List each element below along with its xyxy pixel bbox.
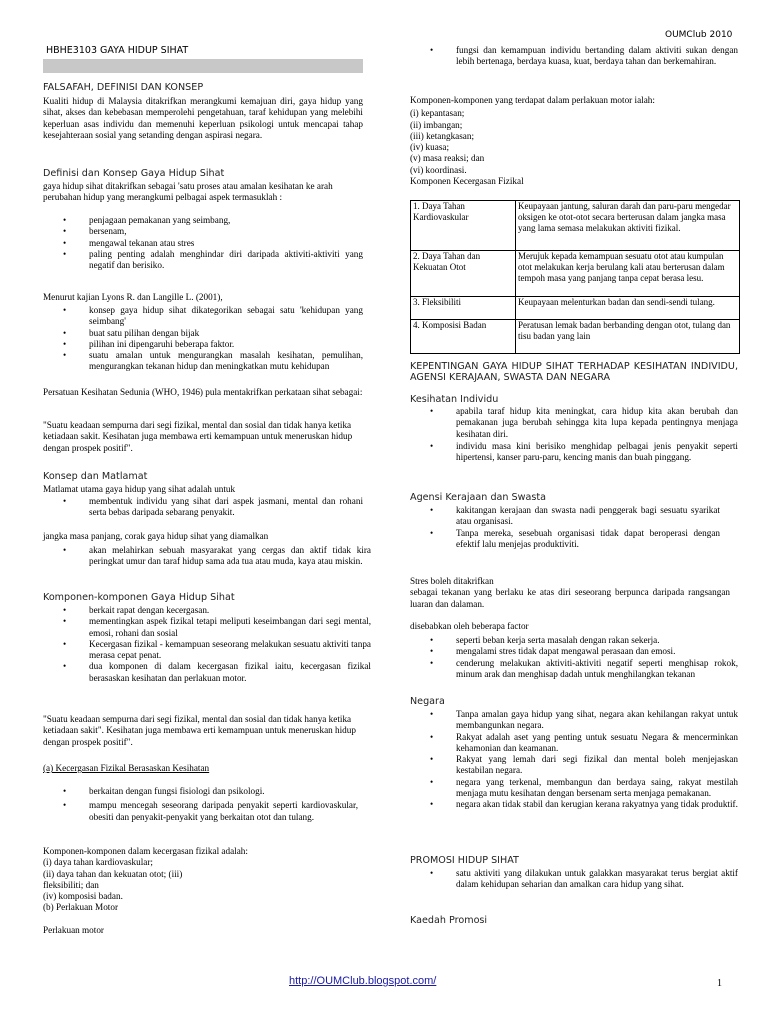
table-cell-value: Keupayaan melenturkan badan dan sendi-sendi tulang.: [516, 297, 740, 320]
table-cell-value: Peratusan lemak badan berbanding dengan otot, tulang dan tisu badan yang lain: [516, 320, 740, 354]
konsep-line1: Matlamat utama gaya hidup yang sihat adalah untuk: [43, 484, 236, 494]
component-line: Perlakuan motor: [43, 924, 104, 935]
quote-2: "Suatu keadaan sempurna dari segi fizikal, mental dan sosial dan tidak hanya ketika ketiadaan sakit". Kesihatan juga membawa erti kemampuan untuk meneruskan hidup dengan prospek positif".: [43, 714, 356, 747]
negara-list: [410, 709, 738, 811]
list-item: • Rakyat adalah aset yang penting untuk sesuatu Negara & mencerminkan kehamonian dan keamanan.: [410, 732, 738, 755]
list-item: • berkait rapat dengan kecergasan.: [43, 605, 371, 616]
kaedah-title: Kaedah Promosi: [410, 915, 488, 926]
club-label: OUMClub 2010: [665, 30, 733, 40]
kecergasan-list: [43, 786, 358, 823]
table-cell-value: Keupayaan jantung, saluran darah dan paru-paru mengedar oksigen ke otot-otot secara berterusan dalam jangka masa yang lama semasa melakukan aktiviti fizikal.: [516, 201, 740, 251]
promosi-title: PROMOSI HIDUP SIHAT: [410, 855, 519, 866]
list-item: • negara yang terkenal, membangun dan berdaya saing, rakyat mestilah menjaga mutu kesihatan dengan bersenam serta menjaga pemakanan.: [410, 777, 738, 800]
falsafah-text: Kualiti hidup di Malaysia ditakrifkan merangkumi kemajuan diri, gaya hidup yang sihat, akses dan kebebasan memperolehi pengetahuan, taraf kehidupan yang melebihi keperluan asas individu dan memenuhi keperluan psikologi untuk mencapai tahap kesejahteraan sosial yang setanding dengan aspirasi negara.: [43, 96, 363, 140]
agensi-title: Agensi Kerajaan dan Swasta: [410, 492, 546, 503]
list-item: • penjagaan pemakanan yang seimbang,: [43, 215, 363, 226]
list-item: • suatu amalan untuk mengurangkan masalah kesihatan, pemulihan, mengurangkan tekanan hidup dan meningkatkan mutu kehidupan: [43, 350, 363, 373]
component-line: (ii) daya tahan dan kekuatan otot; (iii): [43, 868, 183, 879]
page-number: 1: [717, 978, 722, 989]
motor-intro: Komponen-komponen yang terdapat dalam perlakuan motor ialah:: [410, 95, 655, 105]
motor-item: (v) masa reaksi; dan: [410, 153, 485, 164]
list-item: • Tanpa mereka, sesebuah organisasi tidak dapat beroperasi dengan efektif lalu menjejas produktiviti.: [410, 528, 720, 551]
component-line: fleksibiliti; dan: [43, 879, 99, 890]
motor-item: (iii) ketangkasan;: [410, 130, 475, 141]
motor-item: (ii) imbangan;: [410, 119, 463, 130]
list-item: • negara akan tidak stabil dan kerugian kerana rakyatnya yang tidak produktif.: [410, 799, 738, 810]
list-item: • mementingkan aspek fizikal tetapi meliputi keseimbangan dari segi mental, emosi, rohani dan sosial: [43, 616, 371, 639]
list-item: • satu aktiviti yang dilakukan untuk galakkan masyarakat terus bergiat aktif dalam kehidupan seharian dan amalkan cara hidup yang sihat.: [410, 868, 738, 891]
table-cell-key: 4. Komposisi Badan: [411, 320, 516, 354]
motor-block: [410, 95, 730, 187]
list-item: • seperti beban kerja serta masalah dengan rakan sekerja.: [410, 635, 738, 646]
table-cell-value: Merujuk kepada kemampuan sesuatu otot atau kumpulan otot melakukan kerja berulang kali atau berterusan dalam tempoh masa yang panjang tanpa cepat berasa lesu.: [516, 251, 740, 297]
agensi-list: [410, 505, 720, 550]
komponen-list: [43, 605, 371, 684]
list-item: • buat satu pilihan dengan bijak: [43, 328, 363, 339]
list-item: • Rakyat yang lemah dari segi fizikal dan mental boleh menjejaskan kestabilan negara.: [410, 754, 738, 777]
list-item: • Kecergasan fizikal - kemampuan seseorang melakukan sesuatu aktiviti tanpa merasa cepat penat.: [43, 639, 371, 662]
motor-item: (iv) kuasa;: [410, 142, 450, 153]
list-item: • fungsi dan kemampuan individu bertanding dalam aktiviti sukan dengan lebih bertenaga, berdaya kuasa, kuat, berdaya tahan dan berkemahiran.: [410, 45, 738, 68]
list-item: • bersenam,: [43, 226, 363, 237]
motor-item: (i) kepantasan;: [410, 108, 465, 119]
who-intro: Persatuan Kesihatan Sedunia (WHO, 1946) pula mentakrifkan perkataan sihat sebagai:: [43, 387, 363, 397]
components-intro: Komponen-komponen dalam kecergasan fizikal adalah:: [43, 846, 248, 856]
component-line: (iv) komposisi badan.: [43, 891, 123, 902]
list-item: • pilihan ini dipengaruhi beberapa faktor.: [43, 339, 363, 350]
komponen-title: Komponen-komponen Gaya Hidup Sihat: [43, 592, 235, 603]
list-item: • mengalami stres tidak dapat mengawal perasaan dan emosi.: [410, 646, 738, 657]
negara-title: Negara: [410, 696, 445, 707]
definisi-intro: gaya hidup sihat ditakrifkan sebagai 'satu proses atau amalan kesihatan ke arah perubahan hidup yang merangkumi pelbagai aspek termasuklah :: [43, 181, 333, 203]
konsep-line2: jangka masa panjang, corak gaya hidup sihat yang diamalkan: [43, 531, 269, 541]
list-item: • individu masa kini berisiko menghidap pelbagai jenis penyakit seperti hipertensi, kanser paru-paru, kencing manis dan buah pinggang.: [410, 441, 738, 464]
definisi-title: Definisi dan Konsep Gaya Hidup Sihat: [43, 168, 225, 179]
footer-link[interactable]: http://OUMClub.blogspot.com/: [289, 975, 437, 987]
konsep-list-2: [43, 545, 371, 568]
list-item: • mengawal tekanan atau stres: [43, 238, 363, 249]
motor-item: (vi) koordinasi.: [410, 164, 467, 175]
top-bullet-list: [410, 45, 738, 68]
individu-title: Kesihatan Individu: [410, 394, 499, 405]
list-item: • kakitangan kerajaan dan swasta nadi penggerak bagi sesuatu syarikat atau organisasi.: [410, 505, 720, 528]
kecergasan-table: [410, 200, 740, 354]
table-cell-key: 2. Daya Tahan dan Kekuatan Otot: [411, 251, 516, 297]
who-quote: "Suatu keadaan sempurna dari segi fizikal, mental dan sosial dan tidak hanya ketika ketiadaan sakit. Kesihatan juga membawa erti kemampuan untuk meneruskan hidup dengan prospek positif".: [43, 420, 353, 453]
lyons-intro: Menurut kajian Lyons R. dan Langille L. (2001),: [43, 292, 223, 302]
stres-list: [410, 635, 738, 680]
list-item: • membentuk individu yang sihat dari aspek jasmani, mental dan rohani serta bebas daripada sebarang penyakit.: [43, 496, 363, 519]
table-cell-key: 1. Daya Tahan Kardiovaskular: [411, 201, 516, 251]
component-line: (i) daya tahan kardiovaskular;: [43, 857, 153, 868]
stres-line: sebagai tekanan yang berlaku ke atas diri seseorang berpunca daripada rangsangan luaran dan dalaman.: [410, 587, 730, 609]
table-row: [411, 251, 740, 297]
list-item: • paling penting adalah menghindar diri daripada aktiviti-aktiviti yang negatif dan berisiko.: [43, 249, 363, 272]
table-row: [411, 297, 740, 320]
list-item: • akan melahirkan sebuah masyarakat yang cergas dan aktif tidak kira peringkat umur dan taraf hidup sama ada tua atau muda, kaya atau miskin.: [43, 545, 371, 568]
components-block: [43, 846, 363, 936]
list-item: • dua komponen di dalam kecergasan fizikal iaitu, kecergasan fizikal berasaskan kesihatan dan perlakuan motor.: [43, 661, 371, 684]
definisi-list: [43, 215, 363, 271]
kecergasan-fizikal-title: Komponen Kecergasan Fizikal: [410, 176, 524, 187]
list-item: • cenderung melakukan aktiviti-aktiviti negatif seperti menghisap rokok, minum arak dan menghisap dadah untuk menghilangkan tekanan: [410, 658, 738, 681]
list-item: • konsep gaya hidup sihat dikategorikan sebagai satu 'kehidupan yang seimbang': [43, 305, 363, 328]
list-item: • apabila taraf hidup kita meningkat, cara hidup kita akan berubah dan pemakanan juga berubah sehingga kita lupa kepada pentingnya menjaga kesihatan diri.: [410, 406, 738, 440]
kepentingan-title: KEPENTINGAN GAYA HIDUP SIHAT TERHADAP KESIHATAN INDIVIDU, AGENSI KERAJAAN, SWASTA DAN NEGARA: [410, 361, 738, 384]
konsep-list-1: [43, 496, 363, 519]
lyons-list: [43, 305, 363, 373]
table-cell-key: 3. Fleksibiliti: [411, 297, 516, 320]
list-item: • berkaitan dengan fungsi fisiologi dan psikologi.: [43, 786, 358, 797]
kecergasan-title: (a) Kecergasan Fizikal Berasaskan Kesihatan: [43, 763, 210, 773]
falsafah-title: FALSAFAH, DEFINISI DAN KONSEP: [43, 82, 204, 93]
individu-list: [410, 406, 738, 463]
stres-line: Stres boleh ditakrifkan: [410, 576, 494, 586]
list-item: • mampu mencegah seseorang daripada penyakit seperti kardiovaskular, obesiti dan penyakit-penyakit yang berkaitan otot dan tulang.: [43, 800, 358, 823]
stres-block: [410, 576, 730, 632]
component-line: (b) Perlakuan Motor: [43, 902, 119, 913]
stres-line: disebabkan oleh beberapa factor: [410, 620, 529, 631]
list-item: • Tanpa amalan gaya hidup yang sihat, negara akan kehilangan rakyat untuk membangunkan negara.: [410, 709, 738, 732]
konsep-title: Konsep dan Matlamat: [43, 471, 148, 482]
table-row: [411, 201, 740, 251]
table-row: [411, 320, 740, 354]
promosi-list: [410, 868, 738, 891]
course-title: HBHE3103 GAYA HIDUP SIHAT: [46, 45, 189, 56]
header-bar: [43, 59, 363, 73]
